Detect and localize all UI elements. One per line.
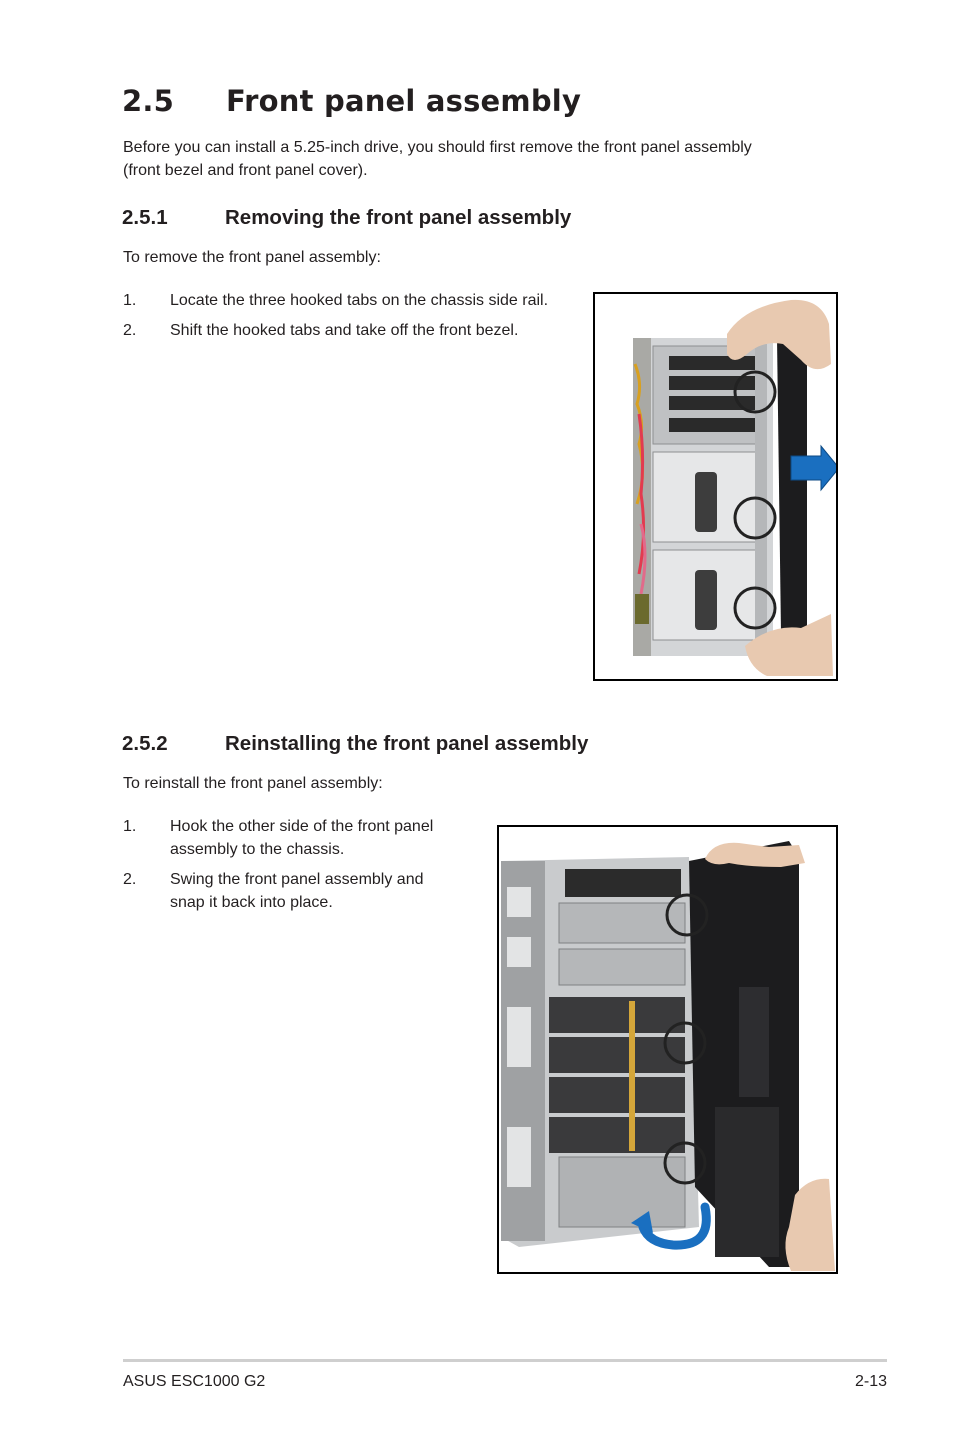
removing-lead: To remove the front panel assembly: — [123, 249, 381, 266]
reinstalling-step-2 — [123, 868, 483, 914]
step-number: 2. — [123, 322, 137, 339]
section-heading — [122, 84, 581, 118]
intro-paragraph — [123, 136, 843, 182]
chassis-photo-illustration — [499, 827, 836, 1272]
reinstalling-lead: To reinstall the front panel assembly: — [123, 775, 383, 792]
step-number: 2. — [123, 871, 137, 888]
footer-product-name: ASUS ESC1000 G2 — [123, 1373, 266, 1390]
subsection-title: Reinstalling the front panel assembly — [225, 732, 589, 755]
section-title: Front panel assembly — [226, 84, 582, 118]
step-number: 1. — [123, 818, 137, 835]
step-text: Locate the three hooked tabs on the chassis side rail. — [170, 292, 549, 309]
subsection-title: Removing the front panel assembly — [225, 206, 572, 229]
step-text-block — [170, 868, 423, 914]
step-text-line: Swing the front panel assembly and — [170, 871, 424, 888]
chassis-photo-illustration — [595, 294, 836, 679]
step-number: 1. — [123, 292, 137, 309]
figure-reinstall-bezel — [497, 825, 838, 1274]
step-text-block — [170, 815, 433, 861]
figure-remove-bezel — [593, 292, 838, 681]
subsection-heading-reinstalling — [122, 732, 588, 756]
step-text-line: assembly to the chassis. — [170, 841, 345, 858]
footer-page-number: 2-13 — [854, 1373, 887, 1390]
section-number: 2.5 — [122, 84, 174, 118]
subsection-heading-removing — [122, 206, 571, 230]
reinstalling-step-1 — [123, 815, 483, 861]
intro-line-1: Before you can install a 5.25-inch drive, you should first remove the front panel assembly — [123, 139, 752, 156]
footer-divider — [123, 1359, 887, 1362]
step-text-line: Hook the other side of the front panel — [170, 818, 434, 835]
step-text-line: snap it back into place. — [170, 894, 333, 911]
subsection-number: 2.5.1 — [122, 206, 168, 229]
removing-step-1 — [123, 289, 583, 312]
subsection-number: 2.5.2 — [122, 732, 168, 755]
removing-step-2 — [123, 319, 583, 342]
intro-line-2: (front bezel and front panel cover). — [123, 162, 368, 179]
step-text: Shift the hooked tabs and take off the front bezel. — [170, 322, 519, 339]
